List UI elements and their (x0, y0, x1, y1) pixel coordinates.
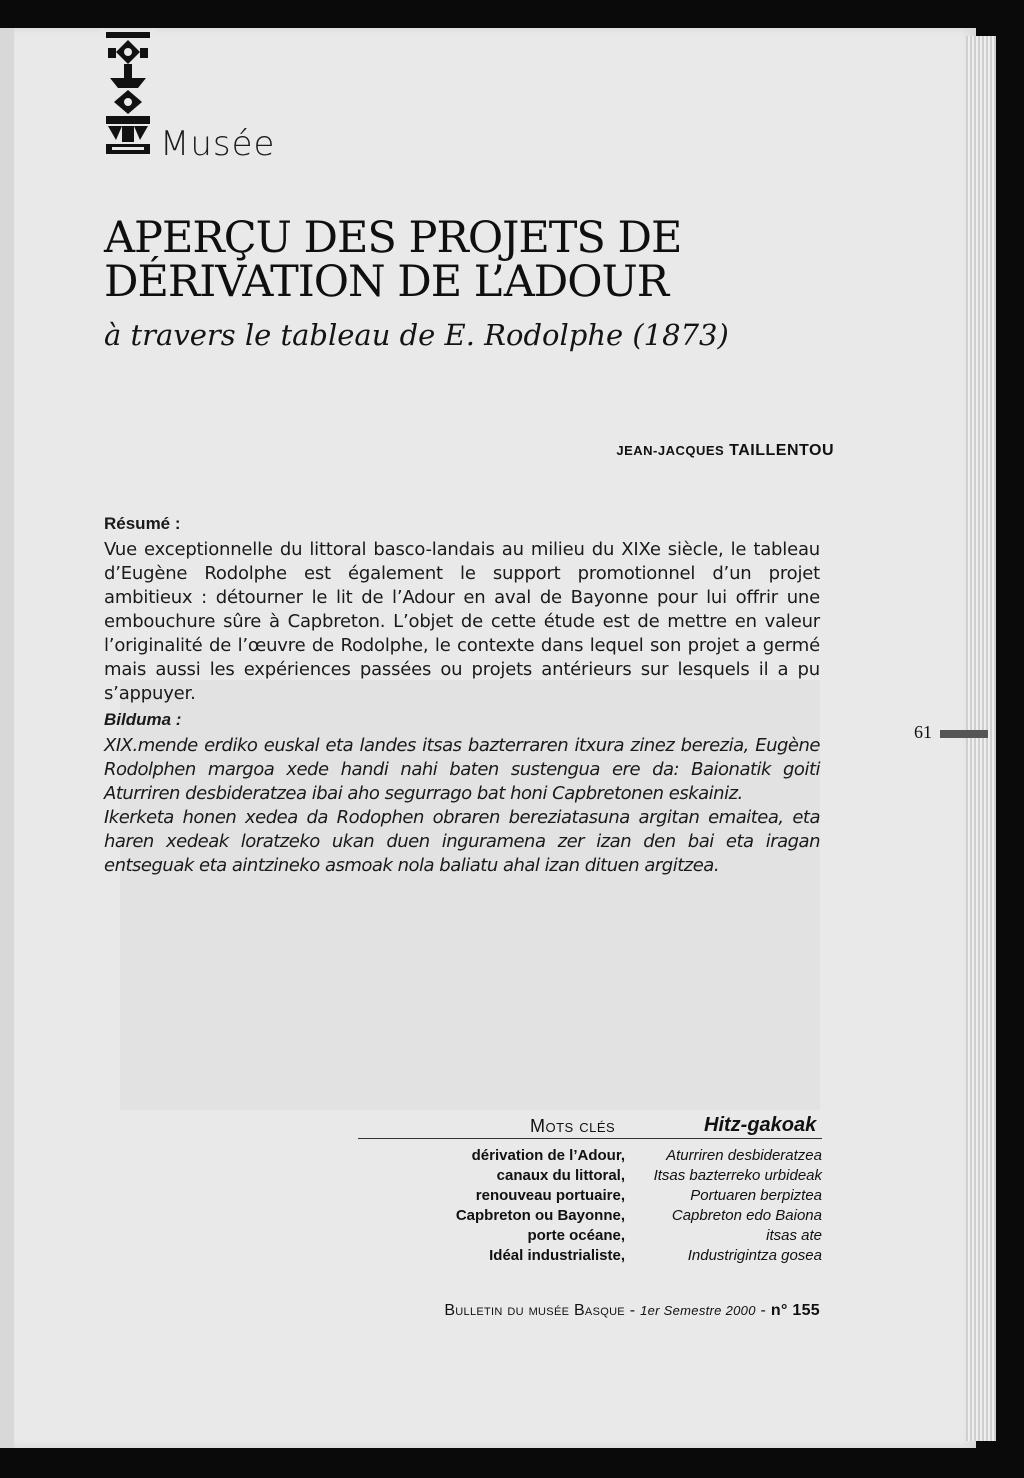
bilduma-text-2: Ikerketa honen xedea da Rodophen obraren bereziatasuna argitan emaitea, eta haren xedeak loratzeko ukan duen inguramena zer izan den bai eta iragan entseguak eta aintzineko asmoak nola baliatu ahal izan dituen argitzea. (104, 807, 820, 876)
bilduma-heading: Bilduma : (104, 710, 182, 729)
keyword-fr: Capbreton ou Bayonne, (455, 1207, 625, 1224)
footer-separator-2: - (755, 1302, 771, 1319)
article-subtitle: à travers le tableau de E. Rodolphe (1873) (104, 318, 729, 352)
bilduma-section (104, 710, 820, 878)
keyword-fr: renouveau portuaire, (475, 1187, 625, 1204)
page-number: 61 (914, 722, 932, 742)
article-title (104, 213, 844, 307)
keyword-eu: itsas ate (766, 1227, 822, 1244)
page-stack-edge (966, 36, 996, 1441)
author-byline (616, 442, 834, 460)
keywords-eu-heading: Hitz-gakoak (704, 1114, 817, 1136)
resume-section (104, 514, 820, 706)
basque-ornament-logo (102, 30, 154, 160)
keyword-eu: Itsas bazterreko urbideak (653, 1167, 822, 1184)
keywords-fr-heading: Mots clés (530, 1116, 616, 1136)
keywords-rule (358, 1138, 822, 1139)
keywords-eu-list (622, 1146, 822, 1266)
section-label: Musée (160, 124, 276, 164)
author-first-name: JEAN-JACQUES (616, 443, 725, 458)
keyword-fr: canaux du littoral, (496, 1167, 625, 1184)
keywords-fr-list (400, 1146, 625, 1266)
keyword-eu: Capbreton edo Baiona (671, 1207, 822, 1224)
keyword-fr: porte océane, (527, 1227, 625, 1244)
footer-journal: Bulletin du musée Basque (444, 1302, 625, 1319)
author-last-name: TAILLENTOU (729, 442, 834, 459)
page-footer (444, 1302, 820, 1320)
keyword-eu: Aturriren desbideratzea (666, 1147, 822, 1164)
footer-semester: 1er Semestre 2000 (640, 1303, 756, 1318)
title-line-1: APERÇU DES PROJETS DE (104, 213, 682, 263)
bilduma-text-1: XIX.mende erdiko euskal eta landes itsas bazterraren itxura zinez berezia, Eugène Rodolphen margoa xede handi nahi baten sustengua ere da: Baionatik goiti Aturriren desbideratzea ibai aho segurrago bat honi Capbretonen eskainiz. (104, 735, 820, 804)
title-line-2: DÉRIVATION DE L’ADOUR (104, 257, 669, 307)
resume-text: Vue exceptionnelle du littoral basco-landais au milieu du XIXe siècle, le tableau d’Eugène Rodolphe est également le support promotionnel d’un projet ambitieux : détourner le lit de l’Adour en aval de Bayonne pour lui offrir une embouchure sûre à Capbreton. L’objet de cette étude est de mettre en valeur l’originalité de l’œuvre de Rodolphe, le contexte dans lequel son projet a germé mais aussi les expériences passées ou projets antérieurs sur lesquels il a pu s’appuyer. (104, 539, 820, 704)
keyword-fr: dérivation de l’Adour, (471, 1147, 625, 1164)
keyword-eu: Portuaren berpiztea (690, 1187, 822, 1204)
keyword-eu: Industrigintza gosea (687, 1247, 822, 1264)
resume-heading: Résumé : (104, 514, 181, 533)
left-page-edge (0, 28, 14, 1448)
footer-separator: - (624, 1302, 641, 1319)
keyword-fr: Idéal industrialiste, (489, 1247, 625, 1264)
page-tab-marker (940, 730, 988, 738)
footer-issue: n° 155 (770, 1302, 820, 1319)
